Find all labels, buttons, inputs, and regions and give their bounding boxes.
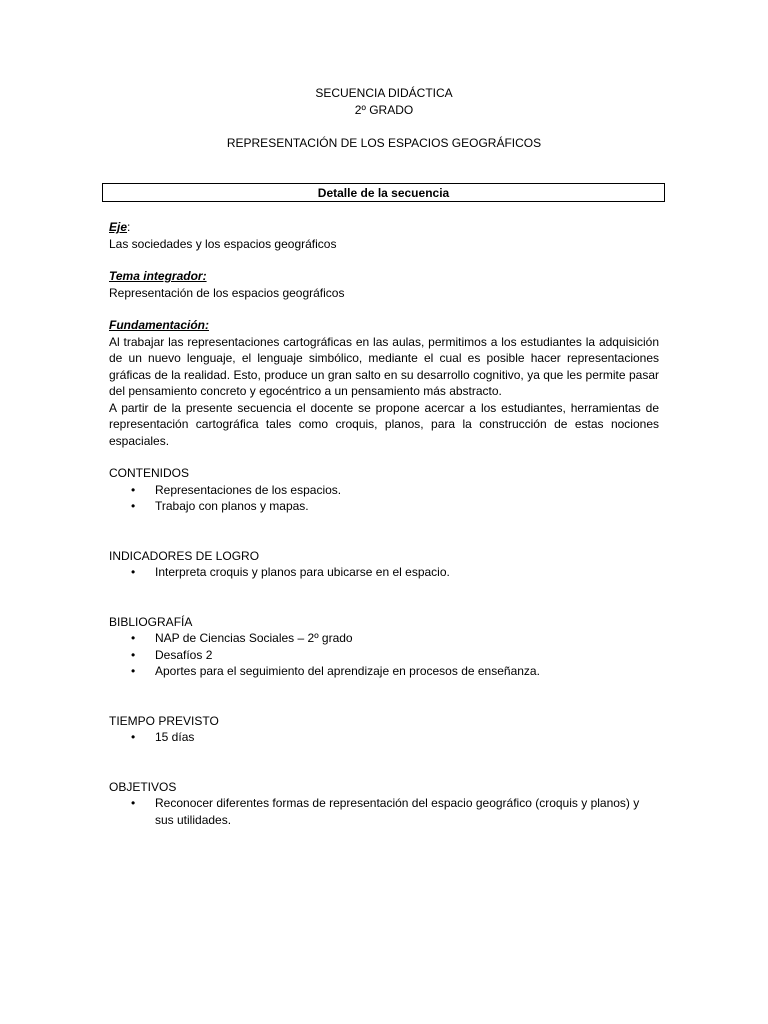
indicadores-section bbox=[109, 548, 659, 581]
list-item-text: 15 días bbox=[155, 730, 195, 744]
list-item-text: Interpreta croquis y planos para ubicarse en el espacio. bbox=[155, 565, 450, 579]
objetivos-list bbox=[109, 795, 659, 828]
bullet-icon: • bbox=[131, 664, 136, 678]
bullet-icon: • bbox=[131, 499, 136, 513]
bullet-icon: • bbox=[131, 631, 136, 645]
eje-label: Eje bbox=[109, 220, 128, 234]
objetivos-heading: OBJETIVOS bbox=[109, 779, 177, 794]
fundamentacion-section bbox=[109, 317, 659, 449]
list-item-text: Aportes para el seguimiento del aprendizaje en procesos de enseñanza. bbox=[155, 664, 540, 678]
bullet-icon: • bbox=[131, 565, 136, 579]
grade-label: 2º GRADO bbox=[354, 103, 414, 117]
fundamentacion-paragraph: Al trabajar las representaciones cartográficas en las aulas, permitimos a los estudiantes la adquisición de un nuevo lenguaje, el lenguaje simbólico, mediante el cual es posible hacer representaciones gráficas de la realidad. Esto, produce un gran salto en su desarrollo cognitivo, ya que les permite pasar del pensamiento concreto y egocéntrico a un pensamiento más abstracto. bbox=[109, 334, 659, 398]
tema-text: Representación de los espacios geográficos bbox=[109, 285, 345, 300]
list-item-text: Trabajo con planos y mapas. bbox=[155, 499, 309, 513]
document-title: SECUENCIA DIDÁCTICA bbox=[315, 86, 453, 100]
list-item-text: Representaciones de los espacios. bbox=[155, 482, 342, 497]
objetivos-section bbox=[109, 779, 659, 829]
list-item bbox=[109, 498, 659, 515]
list-item bbox=[109, 564, 659, 581]
bullet-icon: • bbox=[131, 796, 136, 810]
list-item bbox=[109, 647, 659, 664]
tema-section bbox=[109, 268, 659, 301]
bullet-icon: • bbox=[131, 730, 136, 744]
list-item-text: NAP de Ciencias Sociales – 2º grado bbox=[155, 631, 353, 645]
list-item-text: Desafíos 2 bbox=[155, 647, 213, 662]
bibliografia-list bbox=[109, 630, 659, 680]
contenidos-heading: CONTENIDOS bbox=[109, 466, 190, 480]
list-item bbox=[109, 482, 659, 499]
eje-colon: : bbox=[127, 220, 131, 234]
eje-text: Las sociedades y los espacios geográficos bbox=[109, 236, 337, 251]
bibliografia-heading: BIBLIOGRAFÍA bbox=[109, 614, 193, 629]
fundamentacion-paragraph: A partir de la presente secuencia el docente se propone acercar a los estudiantes, herramientas de representación cartográfica tales como croquis, planos, para la construcción de estas nociones espaciales. bbox=[109, 400, 659, 448]
tema-label: Tema integrador: bbox=[109, 269, 207, 283]
eje-section bbox=[109, 219, 659, 252]
indicadores-heading: INDICADORES DE LOGRO bbox=[109, 548, 260, 563]
list-item bbox=[109, 630, 659, 647]
list-item bbox=[109, 663, 659, 680]
contenidos-section bbox=[109, 465, 659, 515]
bullet-icon: • bbox=[131, 647, 136, 662]
bibliografia-section bbox=[109, 614, 659, 680]
list-item bbox=[109, 795, 659, 828]
list-item bbox=[109, 729, 659, 746]
tiempo-heading: TIEMPO PREVISTO bbox=[109, 713, 219, 728]
tiempo-list bbox=[109, 729, 659, 746]
tiempo-section bbox=[109, 713, 659, 746]
fundamentacion-label: Fundamentación: bbox=[109, 318, 210, 332]
indicadores-list bbox=[109, 564, 659, 581]
list-item-text: Reconocer diferentes formas de representación del espacio geográfico (croquis y planos) y sus utilidades. bbox=[155, 796, 640, 827]
document-subtitle: REPRESENTACIÓN DE LOS ESPACIOS GEOGRÁFICOS bbox=[226, 136, 542, 150]
document-body bbox=[109, 219, 659, 828]
detail-box: Detalle de la secuencia bbox=[102, 183, 665, 202]
bullet-icon: • bbox=[131, 482, 136, 497]
contenidos-list bbox=[109, 482, 659, 515]
